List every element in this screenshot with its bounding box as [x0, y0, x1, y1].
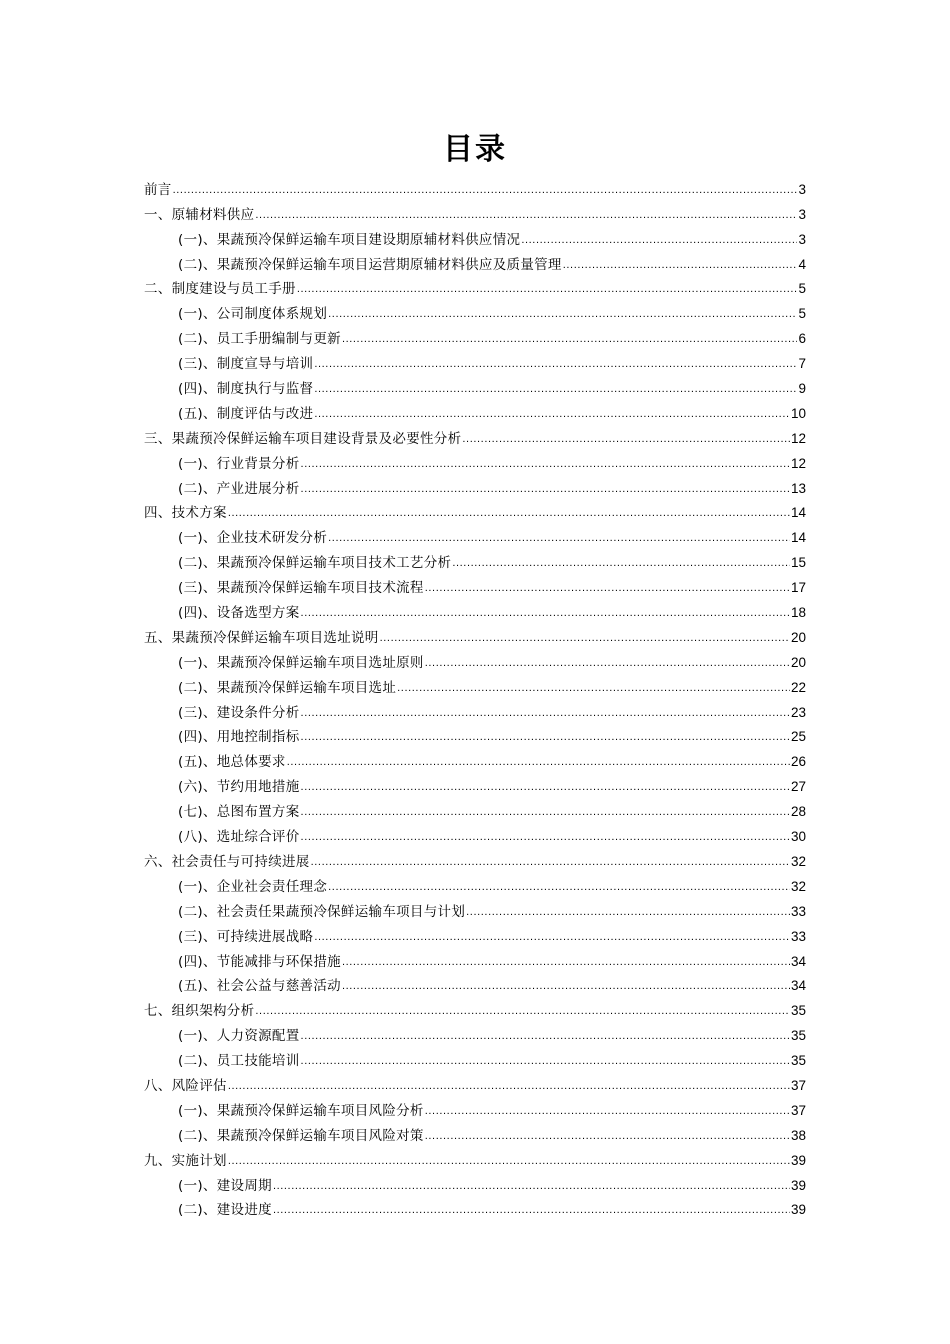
toc-section-entry[interactable] — [144, 349, 806, 374]
toc-dot-leader — [462, 431, 790, 447]
toc-section-entry[interactable] — [144, 972, 806, 997]
toc-chapter-entry[interactable] — [144, 623, 806, 648]
toc-entry-label: 三、果蔬预冷保鲜运输车项目建设背景及必要性分析 — [144, 430, 462, 447]
toc-chapter-entry[interactable] — [144, 424, 806, 449]
toc-entry-label: (四)、节能减排与环保措施 — [178, 953, 341, 970]
toc-section-entry[interactable] — [144, 922, 806, 947]
toc-section-entry[interactable] — [144, 523, 806, 548]
toc-section-entry[interactable] — [144, 723, 806, 748]
toc-section-entry[interactable] — [144, 698, 806, 723]
toc-page-number: 33 — [790, 903, 806, 919]
toc-dot-leader — [228, 1078, 790, 1094]
toc-page-number: 15 — [790, 555, 806, 571]
toc-entry-label: (二)、社会责任果蔬预冷保鲜运输车项目与计划 — [178, 903, 466, 920]
toc-page-number: 32 — [790, 853, 806, 869]
toc-entry-label: (一)、行业背景分析 — [178, 455, 300, 472]
toc-dot-leader — [301, 1053, 790, 1069]
toc-entry-label: 七、组织架构分析 — [144, 1003, 255, 1020]
toc-entry-label: (一)、果蔬预冷保鲜运输车项目建设期原辅材料供应情况 — [178, 231, 521, 248]
toc-section-entry[interactable] — [144, 822, 806, 847]
toc-page-number: 39 — [790, 1177, 806, 1193]
toc-page-number: 14 — [790, 505, 806, 521]
toc-section-entry[interactable] — [144, 573, 806, 598]
toc-dot-leader — [287, 754, 790, 770]
toc-page-number: 27 — [790, 779, 806, 795]
toc-dot-leader — [563, 257, 798, 273]
toc-entry-label: (二)、果蔬预冷保鲜运输车项目风险对策 — [178, 1127, 424, 1144]
toc-dot-leader — [521, 232, 797, 248]
toc-dot-leader — [273, 1202, 790, 1218]
toc-entry-label: (一)、果蔬预冷保鲜运输车项目选址原则 — [178, 654, 424, 671]
toc-section-entry[interactable] — [144, 1021, 806, 1046]
toc-entry-label: (一)、企业技术研发分析 — [178, 530, 328, 547]
toc-dot-leader — [452, 555, 790, 571]
toc-dot-leader — [328, 530, 790, 546]
toc-page-number: 14 — [790, 530, 806, 546]
toc-entry-label: (二)、建设进度 — [178, 1202, 272, 1219]
toc-page-number: 33 — [790, 928, 806, 944]
toc-entry-label: 一、原辅材料供应 — [144, 206, 255, 223]
page-title: 目录 — [443, 132, 507, 167]
toc-section-entry[interactable] — [144, 872, 806, 897]
table-of-contents — [144, 175, 806, 1220]
toc-section-entry[interactable] — [144, 449, 806, 474]
toc-section-entry[interactable] — [144, 299, 806, 324]
toc-entry-label: 四、技术方案 — [144, 505, 227, 522]
toc-dot-leader — [311, 854, 790, 870]
toc-dot-leader — [228, 505, 790, 521]
toc-section-entry[interactable] — [144, 399, 806, 424]
toc-dot-leader — [297, 281, 798, 297]
toc-page-number: 37 — [790, 1077, 806, 1093]
toc-entry-label: (五)、地总体要求 — [178, 754, 286, 771]
toc-entry-label: (一)、企业社会责任理念 — [178, 878, 328, 895]
toc-section-entry[interactable] — [144, 1171, 806, 1196]
toc-page-number: 20 — [790, 629, 806, 645]
toc-section-entry[interactable] — [144, 897, 806, 922]
toc-entry-label: 八、风险评估 — [144, 1077, 227, 1094]
toc-page-number: 3 — [798, 206, 806, 222]
toc-dot-leader — [314, 406, 790, 422]
toc-dot-leader — [301, 829, 790, 845]
toc-page-number: 5 — [798, 306, 806, 322]
toc-section-entry[interactable] — [144, 374, 806, 399]
toc-entry-label: (四)、设备选型方案 — [178, 605, 300, 622]
toc-dot-leader — [425, 1128, 790, 1144]
toc-page-number: 28 — [790, 804, 806, 820]
toc-page-number: 13 — [790, 480, 806, 496]
toc-page-number: 22 — [790, 679, 806, 695]
toc-page-number: 3 — [798, 181, 806, 197]
toc-dot-leader — [328, 306, 797, 322]
toc-dot-leader — [466, 904, 790, 920]
toc-section-entry[interactable] — [144, 947, 806, 972]
toc-entry-label: (二)、产业进展分析 — [178, 480, 300, 497]
toc-section-entry[interactable] — [144, 648, 806, 673]
toc-dot-leader — [228, 1153, 790, 1169]
toc-dot-leader — [273, 1178, 790, 1194]
toc-dot-leader — [301, 481, 790, 497]
toc-dot-leader — [173, 182, 798, 198]
toc-dot-leader — [425, 580, 790, 596]
toc-entry-label: (八)、选址综合评价 — [178, 829, 300, 846]
toc-section-entry[interactable] — [144, 1046, 806, 1071]
toc-dot-leader — [342, 978, 790, 994]
toc-dot-leader — [314, 381, 797, 397]
toc-dot-leader — [328, 879, 790, 895]
toc-dot-leader — [425, 1103, 790, 1119]
toc-page-number: 6 — [798, 331, 806, 347]
toc-chapter-entry[interactable] — [144, 200, 806, 225]
toc-entry-label: (六)、节约用地措施 — [178, 779, 300, 796]
toc-entry-label: 五、果蔬预冷保鲜运输车项目选址说明 — [144, 629, 379, 646]
toc-entry-label: (三)、果蔬预冷保鲜运输车项目技术流程 — [178, 580, 424, 597]
toc-chapter-entry[interactable] — [144, 996, 806, 1021]
toc-dot-leader — [301, 605, 790, 621]
toc-page-number: 23 — [790, 704, 806, 720]
toc-page-number: 25 — [790, 729, 806, 745]
toc-chapter-entry[interactable] — [144, 847, 806, 872]
toc-dot-leader — [301, 1028, 790, 1044]
toc-entry-label: (一)、果蔬预冷保鲜运输车项目风险分析 — [178, 1102, 424, 1119]
toc-dot-leader — [342, 331, 798, 347]
toc-section-entry[interactable] — [144, 1121, 806, 1146]
toc-dot-leader — [301, 456, 790, 472]
toc-page-number: 35 — [790, 1003, 806, 1019]
toc-entry-label: 二、制度建设与员工手册 — [144, 281, 296, 298]
toc-page-number: 9 — [798, 381, 806, 397]
toc-chapter-entry[interactable] — [144, 175, 806, 200]
toc-entry-label: (一)、建设周期 — [178, 1177, 272, 1194]
toc-chapter-entry[interactable] — [144, 499, 806, 524]
toc-entry-label: (二)、果蔬预冷保鲜运输车项目运营期原辅材料供应及质量管理 — [178, 256, 562, 273]
toc-dot-leader — [301, 804, 790, 820]
toc-page-number: 4 — [798, 256, 806, 272]
toc-dot-leader — [342, 954, 790, 970]
toc-entry-label: 前言 — [144, 181, 172, 198]
toc-chapter-entry[interactable] — [144, 1071, 806, 1096]
toc-page-number: 37 — [790, 1102, 806, 1118]
toc-dot-leader — [301, 729, 790, 745]
toc-dot-leader — [314, 356, 797, 372]
toc-page-number: 35 — [790, 1028, 806, 1044]
toc-entry-label: 九、实施计划 — [144, 1152, 227, 1169]
toc-entry-label: (四)、用地控制指标 — [178, 729, 300, 746]
toc-section-entry[interactable] — [144, 673, 806, 698]
toc-dot-leader — [255, 207, 797, 223]
toc-entry-label: (二)、员工技能培训 — [178, 1053, 300, 1070]
toc-section-entry[interactable] — [144, 747, 806, 772]
toc-page-number: 12 — [790, 430, 806, 446]
toc-page-number: 10 — [790, 405, 806, 421]
toc-dot-leader — [255, 1003, 790, 1019]
toc-entry-label: (五)、社会公益与慈善活动 — [178, 978, 341, 995]
toc-entry-label: (三)、可持续进展战略 — [178, 928, 314, 945]
toc-dot-leader — [397, 680, 790, 696]
toc-page-number: 32 — [790, 878, 806, 894]
toc-section-entry[interactable] — [144, 548, 806, 573]
toc-section-entry[interactable] — [144, 324, 806, 349]
toc-entry-label: (三)、建设条件分析 — [178, 704, 300, 721]
toc-dot-leader — [380, 630, 790, 646]
toc-page-number: 38 — [790, 1127, 806, 1143]
toc-chapter-entry[interactable] — [144, 1146, 806, 1171]
toc-entry-label: (二)、果蔬预冷保鲜运输车项目技术工艺分析 — [178, 555, 452, 572]
toc-section-entry[interactable] — [144, 1096, 806, 1121]
toc-section-entry[interactable] — [144, 474, 806, 499]
toc-page-number: 7 — [798, 356, 806, 372]
toc-page-number: 3 — [798, 231, 806, 247]
toc-entry-label: (三)、制度宣导与培训 — [178, 356, 314, 373]
toc-dot-leader — [425, 655, 790, 671]
toc-entry-label: (一)、公司制度体系规划 — [178, 306, 328, 323]
toc-entry-label: 六、社会责任与可持续进展 — [144, 853, 310, 870]
toc-entry-label: (一)、人力资源配置 — [178, 1028, 300, 1045]
toc-page-number: 20 — [790, 654, 806, 670]
toc-dot-leader — [301, 705, 790, 721]
toc-dot-leader — [314, 929, 790, 945]
toc-page-number: 18 — [790, 605, 806, 621]
toc-page-number: 5 — [798, 281, 806, 297]
toc-entry-label: (五)、制度评估与改进 — [178, 405, 314, 422]
toc-dot-leader — [301, 779, 790, 795]
toc-page-number: 39 — [790, 1152, 806, 1168]
toc-section-entry[interactable] — [144, 225, 806, 250]
toc-entry-label: (四)、制度执行与监督 — [178, 381, 314, 398]
toc-page-number: 12 — [790, 455, 806, 471]
toc-page-number: 34 — [790, 978, 806, 994]
toc-chapter-entry[interactable] — [144, 275, 806, 300]
toc-section-entry[interactable] — [144, 772, 806, 797]
toc-section-entry[interactable] — [144, 797, 806, 822]
toc-page-number: 35 — [790, 1053, 806, 1069]
toc-section-entry[interactable] — [144, 1196, 806, 1221]
toc-entry-label: (七)、总图布置方案 — [178, 804, 300, 821]
toc-page-number: 39 — [790, 1202, 806, 1218]
toc-page-number: 26 — [790, 754, 806, 770]
toc-entry-label: (二)、员工手册编制与更新 — [178, 331, 341, 348]
toc-section-entry[interactable] — [144, 598, 806, 623]
toc-page-number: 17 — [790, 580, 806, 596]
toc-entry-label: (二)、果蔬预冷保鲜运输车项目选址 — [178, 679, 397, 696]
toc-page-number: 34 — [790, 953, 806, 969]
toc-page-number: 30 — [790, 829, 806, 845]
toc-section-entry[interactable] — [144, 250, 806, 275]
